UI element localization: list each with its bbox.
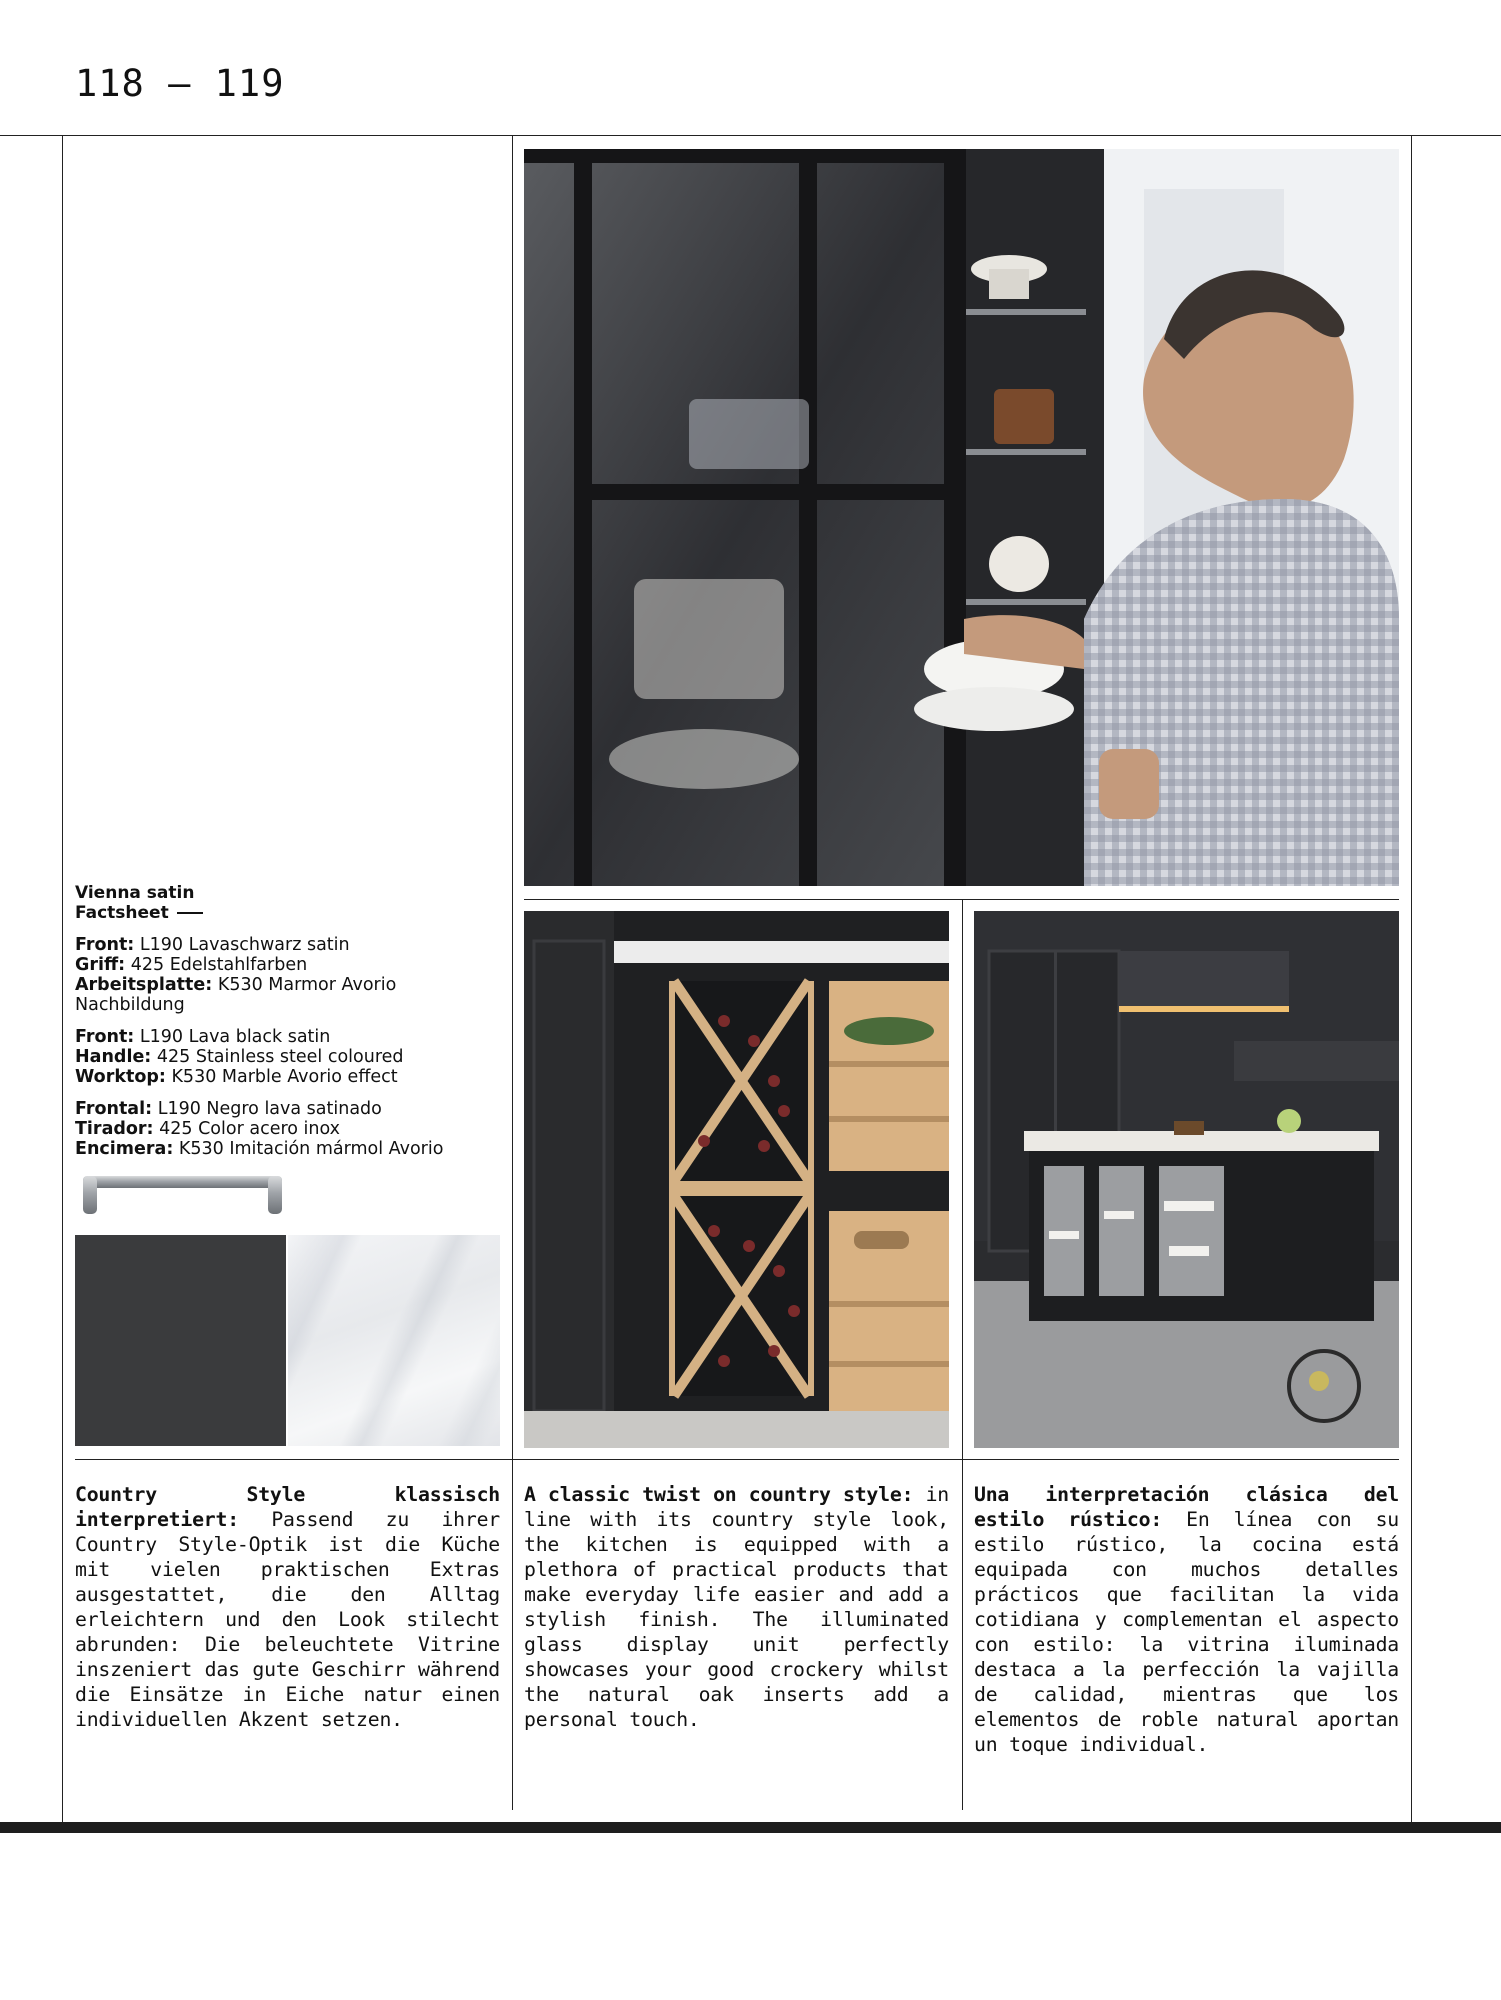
left-margin-rule <box>62 135 63 1825</box>
factsheet <box>75 883 505 1159</box>
text-spanish <box>974 1482 1399 1757</box>
factsheet-group-es <box>75 1099 505 1159</box>
spec-line: Handle: 425 Stainless steel coloured <box>75 1047 404 1067</box>
text-spanish-body: En línea con su estilo rústico, la cocina está equipada con muchos detalles prácticos que facilitan la vida cotidiana y complementan el aspecto con estilo: la vitrina iluminada destaca a la perfección la vajilla de calidad, mientras que los elementos de roble natural aportan un toque individual. <box>974 1508 1399 1756</box>
text-english-body: in line with its country style look, the kitchen is equipped with a plethora of practical products that make everyday life easier and add a stylish finish. The illuminated glass display unit perfectly showcases your good crockery whilst the natural oak inserts add a personal touch. <box>524 1483 949 1731</box>
swatch-lava-black <box>75 1235 286 1446</box>
factsheet-group-de <box>75 935 505 1015</box>
right-margin-rule <box>1411 135 1412 1825</box>
stainless-steel-handle-icon <box>75 1172 290 1216</box>
text-english <box>524 1482 949 1732</box>
text-divider-rule <box>75 1459 1399 1460</box>
photo-kitchen-island <box>974 911 1399 1448</box>
spec-line: Front: L190 Lava black satin <box>75 1027 331 1047</box>
text-spanish-lead: Una interpretación clásica del estilo rústico: <box>974 1483 1399 1531</box>
photo-divider-rule <box>524 899 1399 900</box>
spec-line: Front: L190 Lavaschwarz satin <box>75 935 350 955</box>
photo-display-cabinet <box>524 149 1399 886</box>
spec-line: Tirador: 425 Color acero inox <box>75 1119 341 1139</box>
spec-line: Frontal: L190 Negro lava satinado <box>75 1099 382 1119</box>
spec-line: Griff: 425 Edelstahlfarben <box>75 955 308 975</box>
spec-line: Arbeitsplatte: K530 Marmor Avorio Nachbildung <box>75 975 397 1015</box>
text-german-lead: Country Style klassisch interpretiert: <box>75 1483 500 1531</box>
footer-bar <box>0 1822 1501 1833</box>
factsheet-subtitle <box>75 903 505 923</box>
text-german-body: Passend zu ihrer Country Style-Optik ist die Küche mit vielen praktischen Extras ausgestattet, die den Alltag erleichtern und den Look stilecht abrunden: Die beleuchtete Vitrine inszeniert das gute Geschirr während die Einsätze in Eiche natur einen individuellen Akzent setzen. <box>75 1508 500 1731</box>
text-german <box>75 1482 500 1732</box>
col1-rule <box>512 135 513 1810</box>
header-rule <box>0 135 1501 136</box>
page-numbers: 118 — 119 <box>75 62 285 105</box>
text-english-lead: A classic twist on country style: <box>524 1483 914 1506</box>
dash-icon <box>177 912 203 914</box>
col2-rule <box>962 900 963 1810</box>
swatch-marble-avorio <box>288 1235 500 1446</box>
photo-wine-rack <box>524 911 949 1448</box>
factsheet-group-en <box>75 1027 505 1087</box>
spec-line: Worktop: K530 Marble Avorio effect <box>75 1067 398 1087</box>
factsheet-subtitle-text: Factsheet <box>75 903 169 923</box>
factsheet-title: Vienna satin <box>75 883 195 903</box>
spec-line: Encimera: K530 Imitación mármol Avorio <box>75 1139 444 1159</box>
